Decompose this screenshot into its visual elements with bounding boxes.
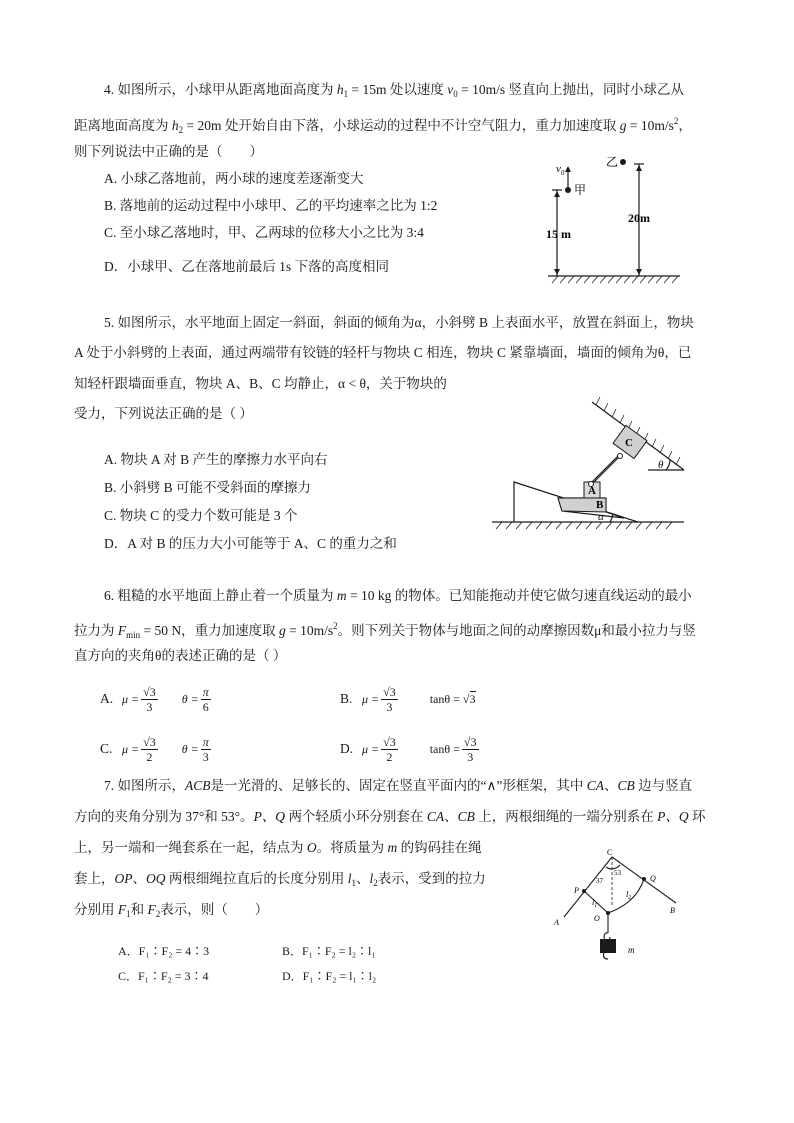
q7-fig-p: P [574,886,579,895]
q5-line-3: 知轻杆跟墙面垂直，物块 A、B、C 均静止，α < θ，关于物块的 [74,376,447,391]
q6-line-3: 直方向的夹角θ的表述正确的是（ ） [74,648,287,663]
q7-fig-53: 53 [614,869,621,877]
q4-fig-jia: 甲 [574,183,587,197]
q4-line-1: 4. 如图所示，小球甲从距离地面高度为 $h_1 = 15m$ 处以速度 $v_0 = 10m/s$ 竖直向上抛出，同时小球乙从 [104,82,684,99]
q6-option-d[interactable]: D. μ = $\frac{√3}{2}$ tanθ = $\frac{√3}{3}$ [340,734,477,764]
q5-line-2: A 处于小斜劈的上表面，通过两端带有铰链的轻杆与物块 C 相连，物块 C 紧靠墙面，墙面的倾角为θ，已 [74,345,692,360]
q4-option-c[interactable]: C. 至小球乙落地时，甲、乙两球的位移大小之比为 3:4 [104,225,424,240]
q5-fig-theta: θ [658,459,664,471]
q6-option-b[interactable]: B. μ = $\frac{√3}{3}$ tanθ = √3 [340,684,476,714]
q7-fig-q: Q [650,874,656,883]
q6-option-a[interactable]: A. μ = $\frac{√3}{3}$ θ = $\frac{\pi}{6}$ [100,684,209,714]
q7-line-1: 7. 如图所示，ACB是一光滑的、足够长的、固定在竖直平面内的“∧”形框架，其中 CA、CB 边与竖直 [104,778,693,793]
q4-line-3: 则下列说法中正确的是（ ） [74,144,263,159]
q5-option-b[interactable]: B. 小斜劈 B 可能不受斜面的摩擦力 [104,480,312,495]
q6-option-c[interactable]: C. μ = $\frac{√3}{2}$ θ = $\frac{\pi}{3}$ [100,734,209,764]
q4-option-a[interactable]: A. 小球乙落地前，两小球的速度差逐渐变大 [104,171,364,186]
q4-figure [530,150,690,285]
q5-fig-c: C [625,437,633,449]
q5-option-d[interactable]: D．A 对 B 的压力大小可能等于 A、C 的重力之和 [104,536,397,551]
q7-line-4: 套上，OP、OQ 两根细绳拉直后的长度分别用 $l_1$、$l_2$表示，受到的拉力 [74,871,486,888]
q5-figure [488,394,688,530]
q4-fig-15m: 15 m [546,227,571,241]
q7-fig-c: C [607,848,613,857]
q7-fig-o: O [594,914,600,923]
q5-fig-alpha: α [598,511,604,523]
q7-option-c[interactable]: C．F₁∶F₂ = 3∶4 [118,969,209,983]
q5-option-c[interactable]: C. 物块 C 的受力个数可能是 3 个 [104,508,298,523]
q4-fig-yi: 乙 [606,155,619,169]
q5-line-1: 5. 如图所示，水平地面上固定一斜面，斜面的倾角为α，小斜劈 B 上表面水平，放置在斜面上，物块 [104,315,694,330]
q4-option-d[interactable]: D．小球甲、乙在落地前最后 1s 下落的高度相同 [104,259,390,274]
q7-fig-m: m [628,945,635,955]
q7-fig-a: A [554,918,559,927]
q4-fig-20m: 20m [628,211,650,225]
q5-fig-b: B [596,499,604,511]
q7-line-2: 方向的夹角分别为 37°和 53°。P、Q 两个轻质小环分别套在 CA、CB 上，两根细绳的一端分别系在 P、Q 环 [74,809,706,824]
q6-line-2: 拉力为 $F_{min} = 50$ N，重力加速度取 $g = 10m/s^2$。则下列关于物体与地面之间的动摩擦因数μ和最小拉力与竖 [74,621,696,640]
q7-line-5: 分别用 $F_1$和 $F_2$表示，则（ ） [74,902,269,919]
q7-fig-b: B [670,906,675,915]
q7-fig-37: 37 [596,877,603,885]
q4-fig-v0: $v_0$ [556,163,565,177]
q7-fig-l2: $l_2$ [626,890,632,901]
q7-figure [548,845,688,965]
q6-line-1: 6. 粗糙的水平地面上静止着一个质量为 m = 10 kg 的物体。已知能拖动并使它做匀速直线运动的最小 [104,588,692,603]
q5-line-4: 受力，下列说法正确的是（ ） [74,406,253,421]
q7-option-d[interactable]: D．F₁∶F₂ = l₁∶l₂ [282,969,377,983]
q7-option-a[interactable]: A．F₁∶F₂ = 4∶3 [118,944,210,958]
q5-option-a[interactable]: A. 物块 A 对 B 产生的摩擦力水平向右 [104,452,328,467]
q7-option-b[interactable]: B．F₁∶F₂ = l₂∶l₁ [282,944,376,958]
q4-line-2: 距离地面高度为 $h_2 = 20m$ 处开始自由下落，小球运动的过程中不计空气阻力，重力加速度取 $g = 10m/s^2$， [74,116,692,135]
q7-fig-l1: $l_1$ [592,898,598,909]
q7-line-3: 上，另一端和一绳套系在一起，结点为 O。将质量为 m 的钩码挂在绳 [74,840,482,855]
q5-fig-a: A [588,485,596,497]
q4-option-b[interactable]: B. 落地前的运动过程中小球甲、乙的平均速率之比为 1:2 [104,198,438,213]
